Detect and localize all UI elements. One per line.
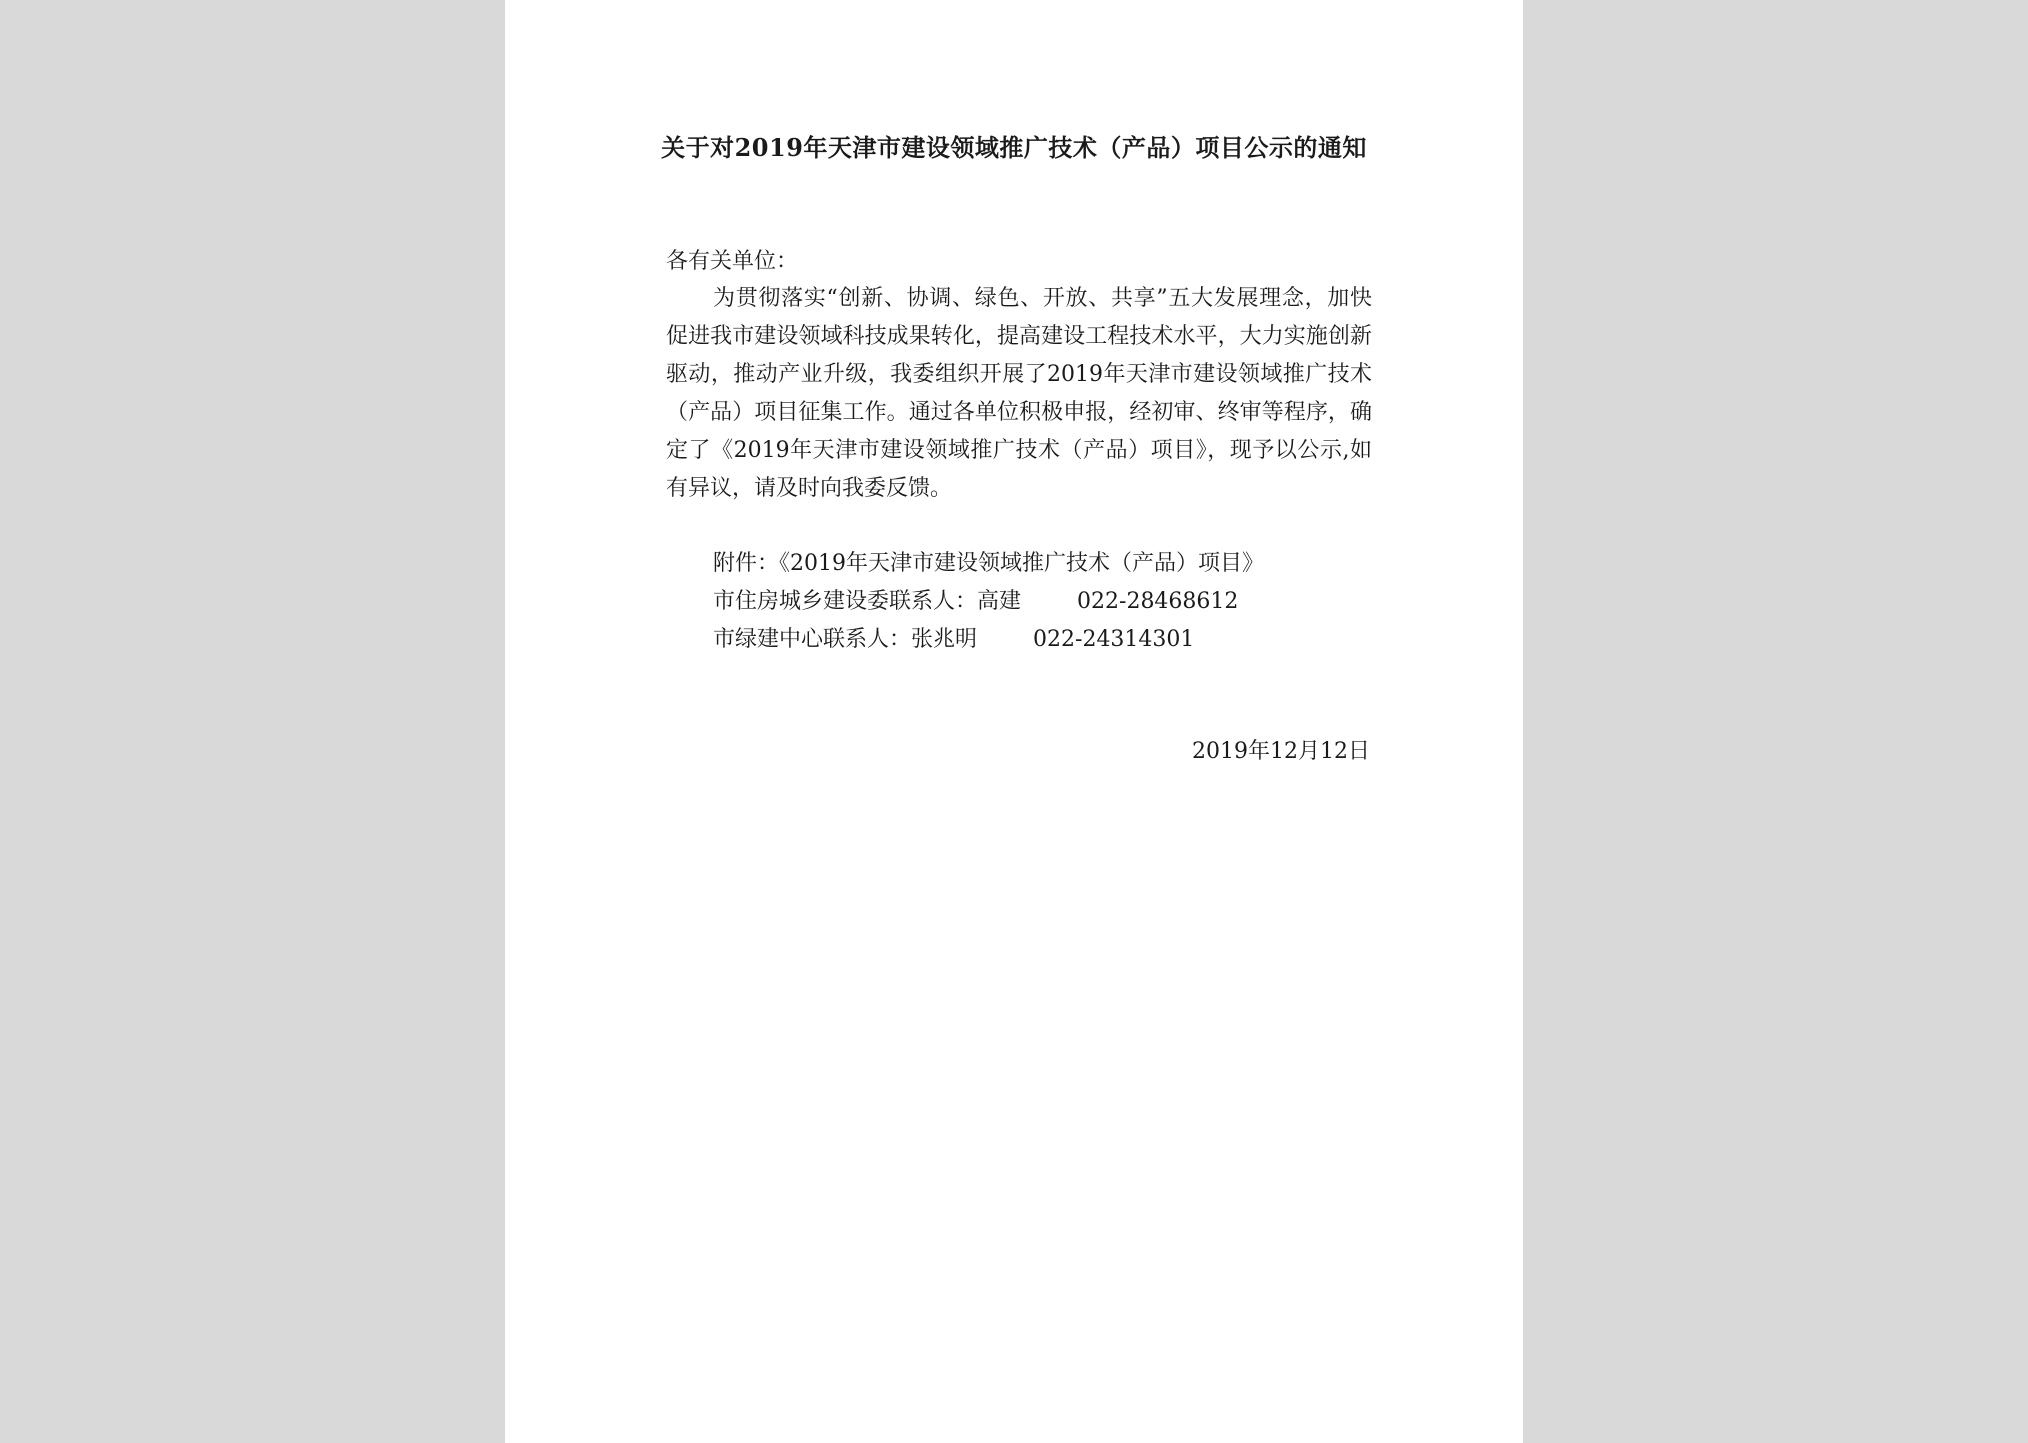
contact-1-phone: 022-28468612 — [1077, 589, 1239, 614]
contact-2-phone: 022-24314301 — [1033, 627, 1195, 652]
contact-line-2 — [713, 622, 1194, 653]
contact-1-label: 市住房城乡建设委联系人：高建 — [713, 589, 1022, 614]
contact-2-label: 市绿建中心联系人：张兆明 — [713, 627, 978, 652]
salutation: 各有关单位： — [666, 249, 799, 274]
document-date: 2019年12月12日 — [1192, 739, 1370, 764]
contact-line-1 — [713, 584, 1238, 615]
document-page — [505, 0, 1523, 1443]
attachment-line: 附件：《2019年天津市建设领域推广技术（产品）项目》 — [713, 551, 1264, 576]
body-paragraph: 为贯彻落实“创新、协调、绿色、开放、共享”五大发展理念，加快促进我市建设领域科技成果转化，提高建设工程技术水平，大力实施创新驱动，推动产业升级，我委组织开展了2019年天津市建设领域推广技术（产品）项目征集工作。通过各单位积极申报，经初审、终审等程序，确定了《2019年天津市建设领域推广技术（产品）项目》，现予以公示,如有异议，请及时向我委反馈。 — [666, 286, 1372, 501]
document-title: 关于对2019年天津市建设领域推广技术（产品）项目公示的通知 — [661, 133, 1367, 162]
